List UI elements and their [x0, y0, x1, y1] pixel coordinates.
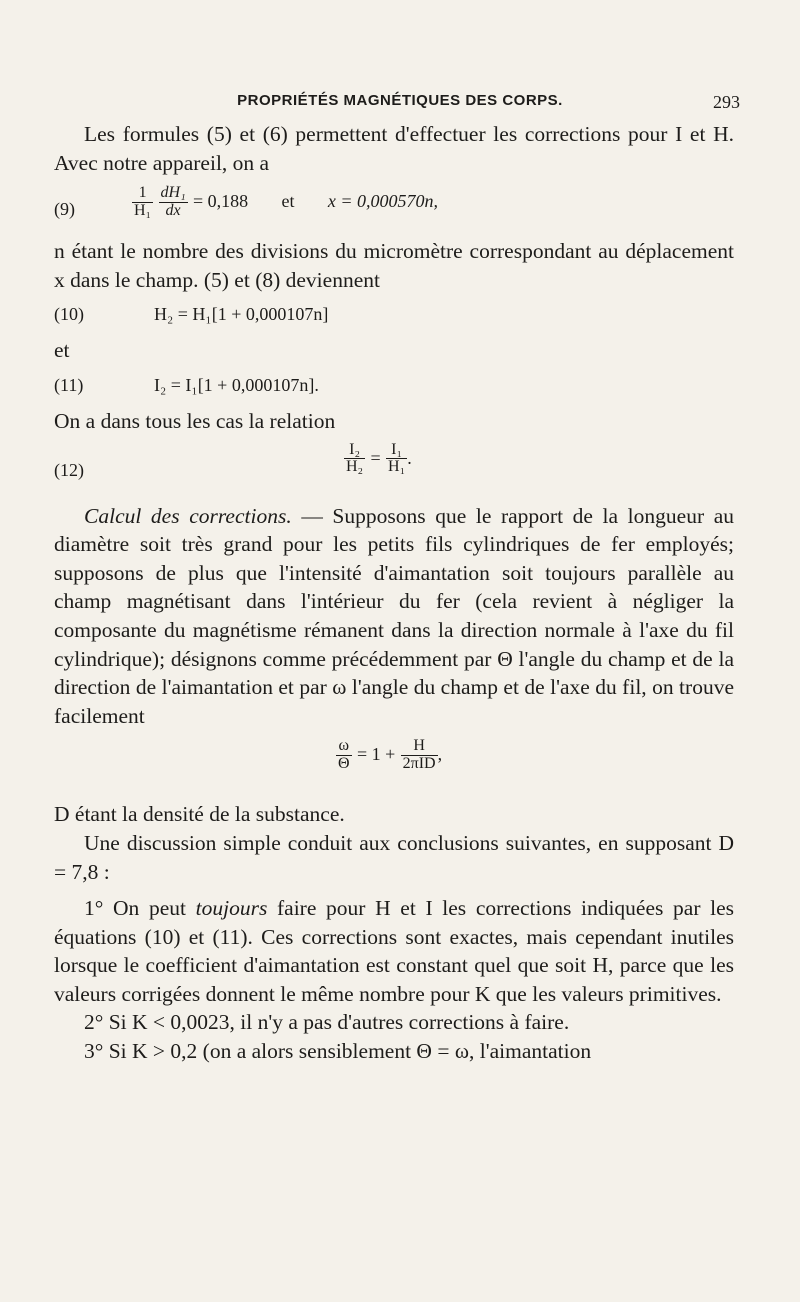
- fraction: $\frac{\omega}{\Theta}$: [338, 737, 350, 773]
- equation-number: (10): [54, 304, 84, 325]
- equation-body: [132, 185, 438, 220]
- equation-number: (9): [54, 199, 75, 220]
- equation-12: [54, 442, 734, 502]
- paragraph-density: D étant la densité de la substance.: [54, 802, 345, 827]
- equation-rhs: = 0,188: [193, 191, 249, 212]
- fraction: $\frac{\text{I₂}}{\text{H₂}}$: [346, 440, 364, 476]
- equation-11: [54, 371, 734, 407]
- fraction: $\frac{\text{I₁}}{\text{H₁}}$: [388, 440, 406, 476]
- section-title: Calcul des corrections.: [84, 503, 292, 528]
- paragraph-et: et: [54, 338, 70, 363]
- paragraph-discussion: Une discussion simple conduit aux conclusions suivantes, en supposant D = 7,8 :: [54, 830, 734, 884]
- paragraph-intro: Les formules (5) et (6) permettent d'effectuer les corrections pour I et H. Avec notre appareil, on a: [54, 122, 734, 175]
- equation-number: (11): [54, 374, 84, 395]
- fraction: $\frac{\text{dH₁}}{dx}$: [160, 184, 186, 219]
- running-title: PROPRIÉTÉS MAGNÉTIQUES DES CORPS.: [237, 92, 563, 109]
- equation-9: [54, 185, 734, 237]
- fraction: $\frac{H}{\text{2πID}}$: [402, 737, 436, 773]
- paragraph-conclusion-3: 3° Si K > 0,2 (on a alors sensiblement Θ = ω, l'aimantation: [84, 1039, 592, 1064]
- body-text: [54, 120, 734, 1066]
- equation-number: (12): [54, 459, 84, 480]
- equation-body: H₂ = H₁[1 + 0,000107n]: [154, 304, 329, 325]
- equation-body: $\frac{\omega}{\Theta}$ = 1 + $\frac{H}{\text{2πID}}$ ,: [338, 737, 443, 773]
- equation-body: $\frac{\text{I₂}}{\text{H₂}}$ = $\frac{\text{I₁}}{\text{H₁}}$ .: [346, 440, 412, 476]
- equation-10: [54, 300, 734, 336]
- equation-second: x = 0,000570n,: [327, 191, 439, 212]
- equation-conj: et: [281, 191, 295, 212]
- page-header: [0, 92, 800, 116]
- paragraph-conclusion-1: 1° On peut toujours faire pour H et I les corrections indiquées par les équations (10) et (11). Ces corrections sont exactes, mais cependant inutiles lorsque le coefficient d'aimantation est constant quel que soit H, parce que les valeurs corrigées donnent le même nombre pour K que les valeurs primitives.: [54, 896, 735, 1006]
- paragraph-calcul: Calcul des corrections. — Supposons que le rapport de la longueur au diamètre soit très grand pour les petits fils cylindriques de fer employés; supposons de plus que l'intensité d'aimantation soit toujours parallèle au champ magnétisant dans l'intérieur du fer (cela revient à négliger la composante du magnétisme rémanent dans la direction normale à l'axe du fil cylindrique); désignons comme précédemment par Θ l'angle du champ et de la direction de l'aimantation et par ω l'angle du champ et de l'axe du fil, on trouve facilement: [54, 503, 734, 728]
- paragraph-conclusion-2: 2° Si K < 0,0023, il n'y a pas d'autres corrections à faire.: [84, 1010, 570, 1035]
- equation-omega: [54, 738, 734, 800]
- paragraph-relation: On a dans tous les cas la relation: [54, 408, 336, 433]
- page-number: 293: [713, 92, 740, 112]
- equation-body: I₂ = I₁[1 + 0,000107n].: [154, 374, 319, 395]
- fraction: $\frac{1}{\text{H₁}}$: [134, 184, 152, 219]
- paragraph-n: n étant le nombre des divisions du micromètre correspondant au déplacement x dans le champ. (5) et (8) deviennent: [54, 239, 734, 292]
